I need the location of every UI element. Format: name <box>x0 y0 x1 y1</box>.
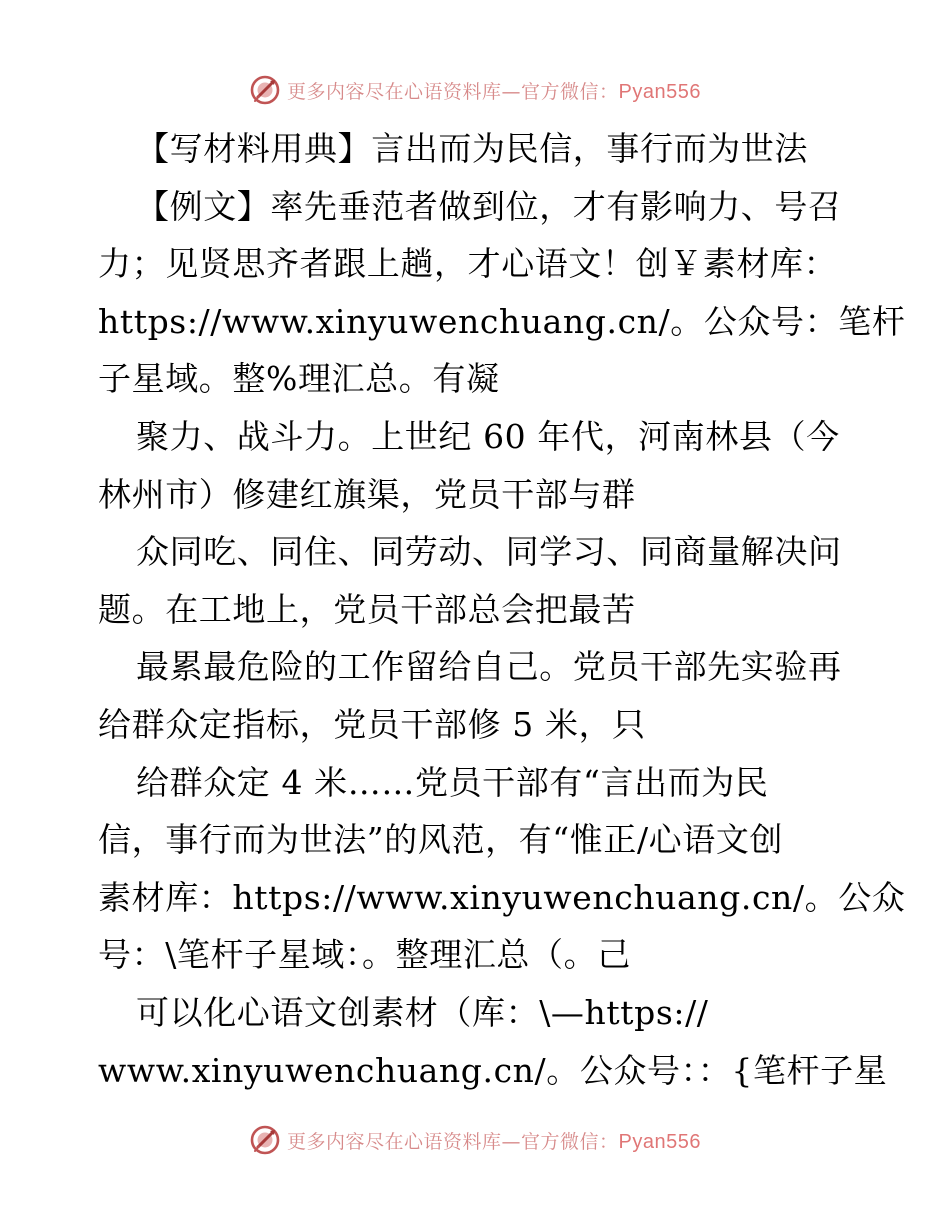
brand-logo-icon <box>249 74 281 106</box>
text-line: 力；见贤思齐者跟上趟，才心语文！创￥素材库： <box>98 244 838 284</box>
footer-watermark-banner <box>0 1120 950 1160</box>
footer-banner-text <box>287 1127 701 1154</box>
text-line: 子星域。整%理汇总。有凝 <box>98 359 500 399</box>
text-line: 林州市）修建红旗渠，党员干部与群 <box>98 474 636 514</box>
text-line: www.xinyuwenchuang.cn/。公众号：：{笔杆子星 <box>98 1050 888 1090</box>
text-line: 素材库：https://www.xinyuwenchuang.cn/。公众 <box>98 877 906 917</box>
header-banner-slogan: 更多内容尽在心语资料库—官方微信： <box>287 80 619 103</box>
text-line: 题。在工地上，党员干部总会把最苦 <box>98 589 636 629</box>
text-line: 众同吃、同住、同劳动、同学习、同商量解决问 <box>136 532 842 572</box>
text-line: 【例文】率先垂范者做到位，才有影响力、号召 <box>136 186 842 226</box>
footer-banner-slogan: 更多内容尽在心语资料库—官方微信： <box>287 1130 619 1153</box>
brand-logo-icon <box>249 1124 281 1156</box>
document-body <box>98 120 906 1099</box>
text-line: 给群众定 4 米……党员干部有“言出而为民 <box>136 762 769 802</box>
header-banner-text <box>287 77 701 104</box>
text-line: 可以化心语文创素材（库：\—https:// <box>136 992 709 1032</box>
text-line: https://www.xinyuwenchuang.cn/。公众号：笔杆 <box>98 301 906 341</box>
header-banner-account: Pyan556 <box>618 80 701 103</box>
text-line: 号：\笔杆子星域：。整理汇总（。己 <box>98 935 631 975</box>
footer-banner-account: Pyan556 <box>618 1130 701 1153</box>
header-watermark-banner <box>0 70 950 110</box>
text-line: 【写材料用典】言出而为民信，事行而为世法 <box>136 129 808 168</box>
text-line: 聚力、战斗力。上世纪 60 年代，河南林县（今 <box>136 416 840 456</box>
text-line: 给群众定指标，党员干部修 5 米，只 <box>98 704 646 744</box>
text-line: 最累最危险的工作留给自己。党员干部先实验再 <box>136 647 842 687</box>
text-line: 信，事行而为世法”的风范，有“惟正/心语文创 <box>98 820 784 860</box>
